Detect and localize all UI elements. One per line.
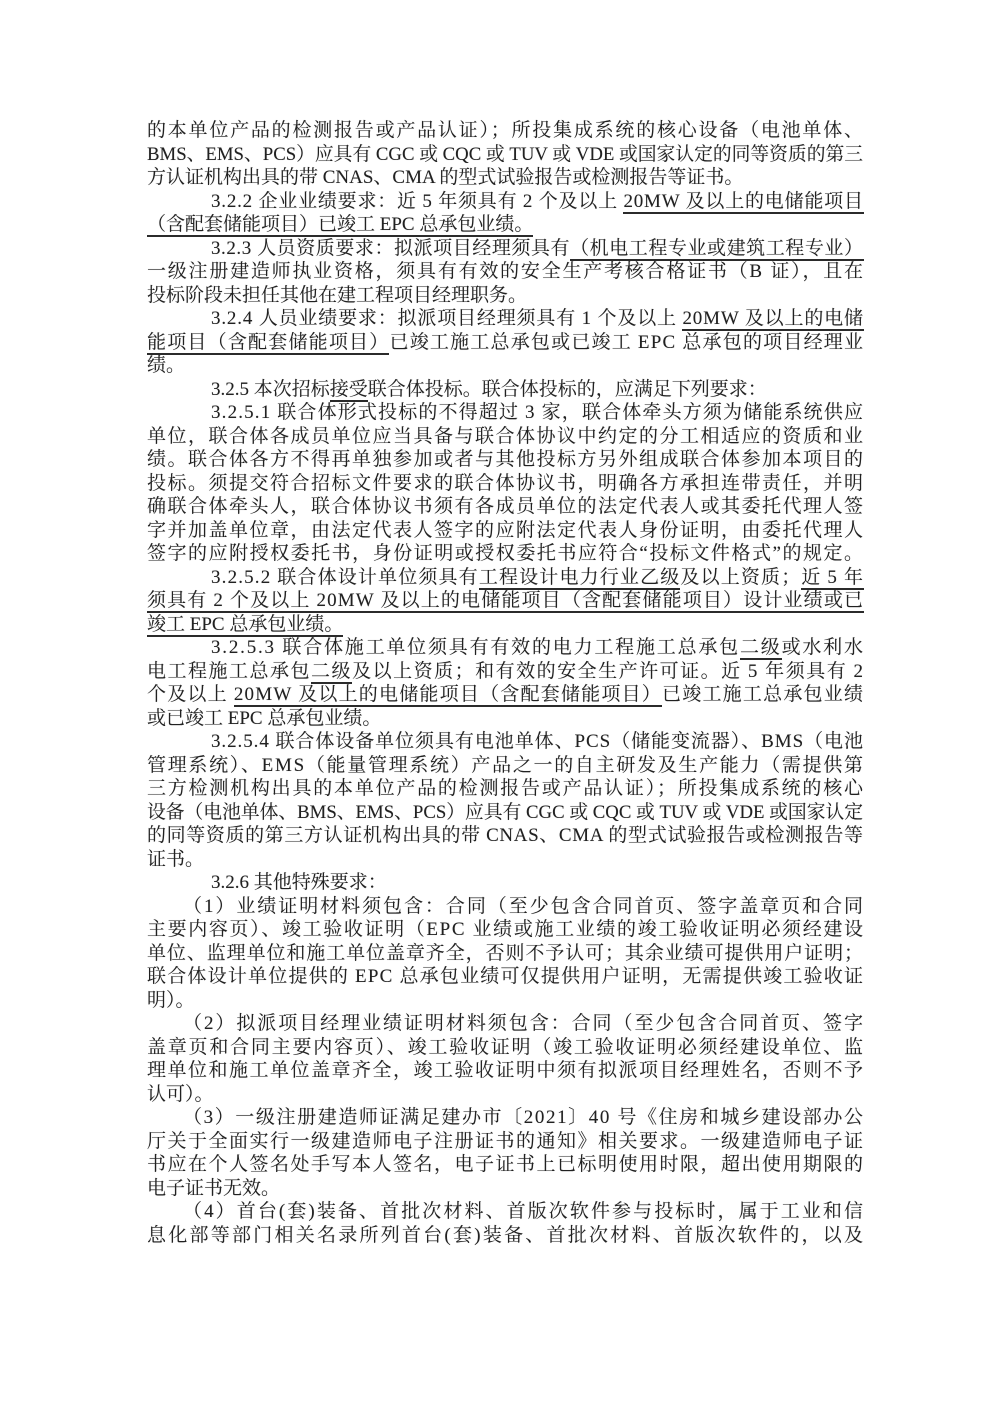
text-line-wrap [179, 401, 864, 425]
text-segment: （1）业绩证明材料须包含：合同（至少包含合同首页、签字盖章页和合同 [183, 895, 865, 917]
text-segment: 设备（电池单体、BMS、EMS、PCS）应具有 CGC 或 CQC 或 TUV 或 VDE 或国家认定 [147, 801, 863, 823]
underlined-text: 须具有 2 个及以上 20MW 及以上的电储能项目（含配套储能项目）设计业绩或已 [147, 590, 865, 611]
text-segment: （3）一级注册建造师证满足建办市〔2021〕40 号《住房和城乡建设部办公 [183, 1107, 865, 1128]
text-segment: 3.2.2 企业业绩要求：近 5 年须具有 2 个及以上 [211, 190, 624, 212]
text-line-wrap [147, 472, 865, 496]
text-line-23 [147, 636, 863, 660]
text-line-33 [147, 871, 863, 895]
text-line-35 [147, 918, 863, 942]
text-line-6 [147, 237, 863, 261]
text-line-wrap [147, 989, 195, 1013]
text-line-11 [147, 354, 863, 378]
text-segment: 厅关于全面实行一级建造师电子注册证书的通知》相关要求。一级建造师电子证 [147, 1130, 865, 1152]
text-line-wrap [147, 1036, 865, 1060]
text-segment: 理单位和施工单位盖章齐全，竣工验收证明中须有拟派项目经理姓名，否则不予 [147, 1060, 865, 1081]
text-segment: 单位，联合体各成员单位应当具备与联合体协议中约定的分工相适应的资质和业 [147, 425, 865, 447]
underlined-text: 20MW 及以上的电储 [682, 308, 864, 329]
text-line-14 [147, 425, 863, 449]
text-segment: 证书。 [147, 848, 205, 870]
text-segment: 3.2.5 本次招标 [211, 378, 330, 400]
underlined-text: 工程设计电力行业乙级 [478, 566, 681, 588]
text-segment: 或水利水 [781, 637, 865, 658]
text-segment: 3.2.5.3 联合体施工单位须具有有效的电力工程施工总承包 [211, 637, 740, 658]
text-line-wrap [147, 448, 865, 472]
text-line-wrap [147, 589, 864, 613]
text-line-wrap [147, 683, 864, 707]
text-line-wrap [179, 190, 864, 214]
text-line-wrap [147, 119, 865, 143]
text-segment: BMS、EMS、PCS）应具有 CGC 或 CQC 或 TUV 或 VDE 或国家认定的同等资质的第三 [147, 143, 863, 165]
text-line-wrap [147, 354, 185, 378]
text-segment: 的同等资质的第三方认证机构出具的带 CNAS、CMA 的型式试验报告或检测报告等 [147, 825, 864, 846]
text-line-wrap [147, 801, 863, 825]
page-text-content [147, 119, 866, 1247]
text-line-8 [147, 284, 863, 308]
underlined-text: 二级 [311, 660, 353, 682]
text-line-29 [147, 777, 863, 801]
text-line-wrap [147, 1059, 865, 1083]
text-segment: 绩。联合体各方不得再单独参加或者与其他投标方另外组成联合体参加本项目的 [147, 449, 865, 470]
text-line-1 [147, 119, 863, 143]
text-line-31 [147, 824, 863, 848]
underlined-text: 竣工 EPC 总承包业绩。 [147, 613, 344, 635]
text-segment: 3.2.3 人员资质要求：拟派项目经理须具有 [211, 237, 571, 259]
text-line-13 [147, 401, 863, 425]
text-line-wrap [147, 166, 743, 190]
text-line-5 [147, 213, 863, 237]
text-line-wrap [179, 307, 864, 331]
text-segment: 及以上资质； [680, 566, 802, 588]
text-segment: 主要内容页）、竣工验收证明（EPC 业绩或施工业绩的竣工验收证明必须经建设 [147, 919, 865, 940]
text-line-wrap [147, 754, 865, 778]
text-line-wrap [147, 1177, 280, 1201]
text-line-wrap [179, 378, 767, 402]
underlined-text: 接受 [329, 378, 368, 400]
text-line-wrap [147, 143, 863, 167]
text-segment: 电子证书无效。 [147, 1177, 281, 1199]
text-segment: （2）拟派项目经理业绩证明材料须包含：合同（至少包含合同首页、签字 [183, 1013, 865, 1034]
text-line-wrap [147, 213, 533, 237]
text-line-wrap [165, 1200, 865, 1224]
text-line-42 [147, 1083, 863, 1107]
text-segment: 3.2.6 其他特殊要求： [211, 872, 387, 893]
text-segment: 已竣工施工总承包或已竣工 EPC 总承包的项目经理业 [389, 331, 865, 353]
text-segment: 管理系统）、EMS（能量管理系统）产品之一的自主研发及生产能力（需提供第 [147, 754, 865, 776]
text-line-48 [147, 1224, 866, 1248]
text-line-44 [147, 1130, 863, 1154]
text-line-22 [147, 613, 863, 637]
text-line-wrap [147, 848, 204, 872]
text-line-38 [147, 989, 863, 1013]
text-segment: 单位、监理单位和施工单位盖章齐全，否则不予认可；其余业绩可提供用户证明； [147, 942, 864, 964]
text-line-32 [147, 848, 863, 872]
text-segment: 3.2.5.4 联合体设备单位须具有电池单体、PCS（储能变流器）、BMS（电池 [211, 731, 864, 752]
text-line-wrap [147, 1130, 865, 1154]
text-line-wrap [147, 284, 527, 308]
text-line-wrap [147, 425, 865, 449]
text-segment: 已竣工施工总承包业绩 [662, 684, 865, 705]
text-line-wrap [147, 260, 865, 284]
text-line-46 [147, 1177, 863, 1201]
text-segment: 联合体投标。联合体投标的，应满足下列要求： [367, 378, 767, 400]
underlined-text: 20MW 及以上的电储能项目 [623, 190, 864, 212]
underlined-text: 近 5 年 [801, 566, 865, 588]
text-line-45 [147, 1153, 863, 1177]
text-line-37 [147, 965, 863, 989]
text-line-19 [147, 542, 863, 566]
text-line-41 [147, 1059, 863, 1083]
text-segment: 方认证机构出具的带 CNAS、CMA 的型式试验报告或检测报告等证书。 [147, 167, 744, 188]
text-line-27 [147, 730, 863, 754]
text-segment: 签字的应附授权委托书，身份证明或授权委托书应符合“投标文件格式”的规定。 [147, 543, 865, 564]
text-line-wrap [165, 895, 865, 919]
text-segment: 三方检测机构出具的本单位产品的检测报告或产品认证）；所投集成系统的核心 [147, 778, 865, 799]
text-line-wrap [147, 519, 865, 543]
text-line-wrap [147, 777, 865, 801]
text-line-39 [147, 1012, 863, 1036]
text-line-21 [147, 589, 863, 613]
text-segment: 个及以上 [147, 684, 234, 705]
text-line-10 [147, 331, 863, 355]
text-line-wrap [165, 1106, 865, 1130]
underlined-text: 20MW 及以上的电储能项目（含配套储能项目） [233, 684, 663, 705]
text-line-26 [147, 707, 863, 731]
text-segment: 的本单位产品的检测报告或产品认证）；所投集成系统的核心设备（电池单体、 [147, 120, 865, 141]
text-segment: 一级注册建造师执业资格，须具有有效的安全生产考核合格证书（B 证），且在 [147, 261, 865, 282]
text-line-wrap [147, 707, 381, 731]
text-line-18 [147, 519, 863, 543]
underlined-text: （机电工程专业或建筑工程专业） [570, 237, 864, 259]
text-segment: 及以上资质；和有效的安全生产许可证。近 5 年须具有 2 [352, 660, 865, 682]
text-line-2 [147, 143, 863, 167]
text-line-34 [147, 895, 863, 919]
text-line-wrap [165, 1012, 865, 1036]
text-segment: 3.2.4 人员业绩要求：拟派项目经理须具有 1 个及以上 [211, 308, 683, 329]
text-line-wrap [147, 660, 864, 684]
text-line-40 [147, 1036, 863, 1060]
text-line-wrap [147, 495, 865, 519]
text-segment: 字并加盖单位章，由法定代表人签字的应附法定代表人身份证明，由委托代理人 [147, 519, 865, 541]
text-segment: 3.2.5.1 联合体形式投标的不得超过 3 家，联合体牵头方须为储能系统供应 [211, 402, 865, 423]
underlined-text: 能项目（含配套储能项目） [147, 331, 390, 353]
text-segment: 电工程施工总承包 [147, 660, 312, 682]
text-line-12 [147, 378, 863, 402]
text-line-wrap [179, 636, 865, 660]
text-line-9 [147, 307, 863, 331]
text-segment: 投标。须提交符合招标文件要求的联合体协议书，明确各方承担连带责任，并明 [147, 472, 865, 494]
text-line-15 [147, 448, 863, 472]
text-line-wrap [147, 542, 865, 566]
text-line-7 [147, 260, 863, 284]
text-segment: 联合体设计单位提供的 EPC 总承包业绩可仅提供用户证明，无需提供竣工验收证 [147, 966, 865, 987]
underlined-text: （含配套储能项目）已竣工 EPC 总承包业绩。 [147, 214, 534, 235]
text-segment: 3.2.5.2 联合体设计单位须具有 [211, 566, 479, 588]
text-segment: （4）首台(套)装备、首批次材料、首版次软件参与投标时，属于工业和信 [183, 1201, 866, 1222]
text-line-43 [147, 1106, 863, 1130]
text-line-wrap [147, 331, 864, 355]
text-line-wrap [147, 942, 864, 966]
text-line-wrap [147, 1153, 865, 1177]
text-segment: 息化部等部门相关名录所列首台(套)装备、首批次材料、首版次软件的，以及 [147, 1224, 866, 1246]
text-line-wrap [179, 730, 864, 754]
text-line-25 [147, 683, 863, 707]
text-line-17 [147, 495, 863, 519]
text-segment: 绩。 [147, 355, 186, 376]
underlined-text: 二级 [739, 637, 782, 658]
text-line-wrap [179, 566, 864, 590]
text-segment: 明）。 [147, 989, 195, 1011]
text-line-28 [147, 754, 863, 778]
text-line-47 [147, 1200, 866, 1224]
text-line-wrap [147, 1224, 865, 1248]
text-line-wrap [147, 1083, 214, 1107]
text-line-wrap [147, 613, 343, 637]
text-line-16 [147, 472, 863, 496]
text-line-36 [147, 942, 863, 966]
text-segment: 盖章页和合同主要内容页）、竣工验收证明（竣工验收证明必须经建设单位、监 [147, 1036, 865, 1058]
text-line-wrap [179, 237, 864, 261]
text-line-wrap [179, 871, 387, 895]
text-line-wrap [147, 965, 864, 989]
text-line-20 [147, 566, 863, 590]
text-segment: 确联合体牵头人，联合体协议书须有各成员单位的法定代表人或其委托代理人签 [147, 496, 865, 517]
text-segment: 或已竣工 EPC 总承包业绩。 [147, 707, 382, 729]
text-line-wrap [147, 824, 864, 848]
text-line-wrap [147, 918, 865, 942]
text-line-3 [147, 166, 863, 190]
text-line-4 [147, 190, 863, 214]
text-segment: 投标阶段未担任其他在建工程项目经理职务。 [147, 284, 528, 306]
text-line-24 [147, 660, 863, 684]
text-line-30 [147, 801, 863, 825]
text-segment: 认可）。 [147, 1083, 214, 1105]
text-segment: 书应在个人签名处手写本人签名，电子证书上已标明使用时限，超出使用期限的 [147, 1154, 865, 1175]
